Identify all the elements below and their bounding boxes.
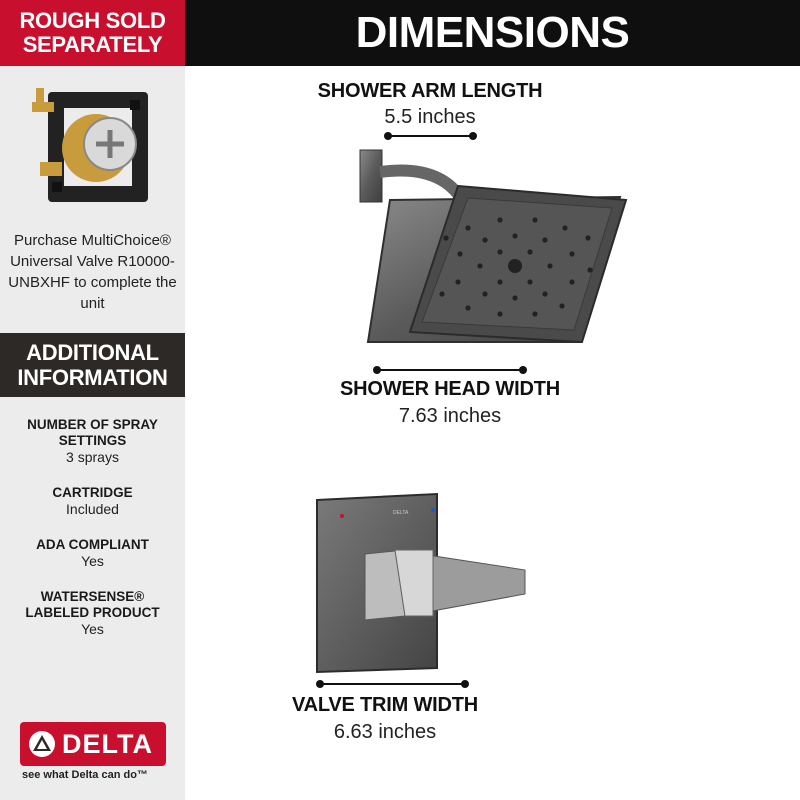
shower-head-measure-line: [376, 369, 524, 371]
info-item-spray-settings: [0, 417, 185, 466]
valve-trim-measure-line: [319, 683, 466, 685]
additional-information-banner: ADDITIONAL INFORMATION: [0, 333, 185, 397]
shower-head-image: [350, 142, 635, 352]
shower-head-width-label: SHOWER HEAD WIDTH: [340, 378, 560, 400]
info-label: WATERSENSE® LABELED PRODUCT: [25, 589, 160, 620]
shower-arm-length-value: 5.5 inches: [384, 106, 476, 128]
sidebar: [0, 0, 185, 800]
delta-triangle-icon: [28, 730, 56, 758]
shower-arm-measure-line: [387, 135, 474, 137]
info-label: ADA COMPLIANT: [36, 537, 149, 552]
info-item-cartridge: [0, 485, 185, 518]
valve-trim-width-value: 6.63 inches: [333, 721, 437, 743]
info-value: Yes: [81, 553, 104, 569]
additional-info-list: [0, 417, 185, 657]
info-label: NUMBER OF SPRAY SETTINGS: [27, 417, 158, 448]
info-item-ada: [0, 537, 185, 570]
rough-valve-image: [30, 82, 160, 222]
info-value: 3 sprays: [66, 449, 119, 465]
info-item-watersense: [0, 589, 185, 638]
valve-trim-image: [305, 490, 535, 675]
delta-logo-text: DELTA: [62, 728, 153, 759]
info-value: Yes: [81, 621, 104, 637]
delta-logo: [20, 722, 166, 766]
tagline: see what Delta can do™: [22, 769, 148, 781]
rough-sold-separately-banner: ROUGH SOLD SEPARATELY: [0, 0, 185, 66]
shower-arm-length-label: SHOWER ARM LENGTH: [317, 80, 543, 102]
info-label: CARTRIDGE: [52, 485, 133, 500]
shower-head-width-value: 7.63 inches: [398, 405, 502, 427]
info-value: Included: [66, 501, 119, 517]
valve-trim-width-label: VALVE TRIM WIDTH: [291, 694, 479, 716]
page-title: DIMENSIONS: [185, 0, 800, 66]
trim-brand-text: DELTA: [393, 510, 409, 516]
purchase-valve-text: Purchase MultiChoice® Universal Valve R10000-UNBXHF to complete the unit: [8, 232, 177, 312]
